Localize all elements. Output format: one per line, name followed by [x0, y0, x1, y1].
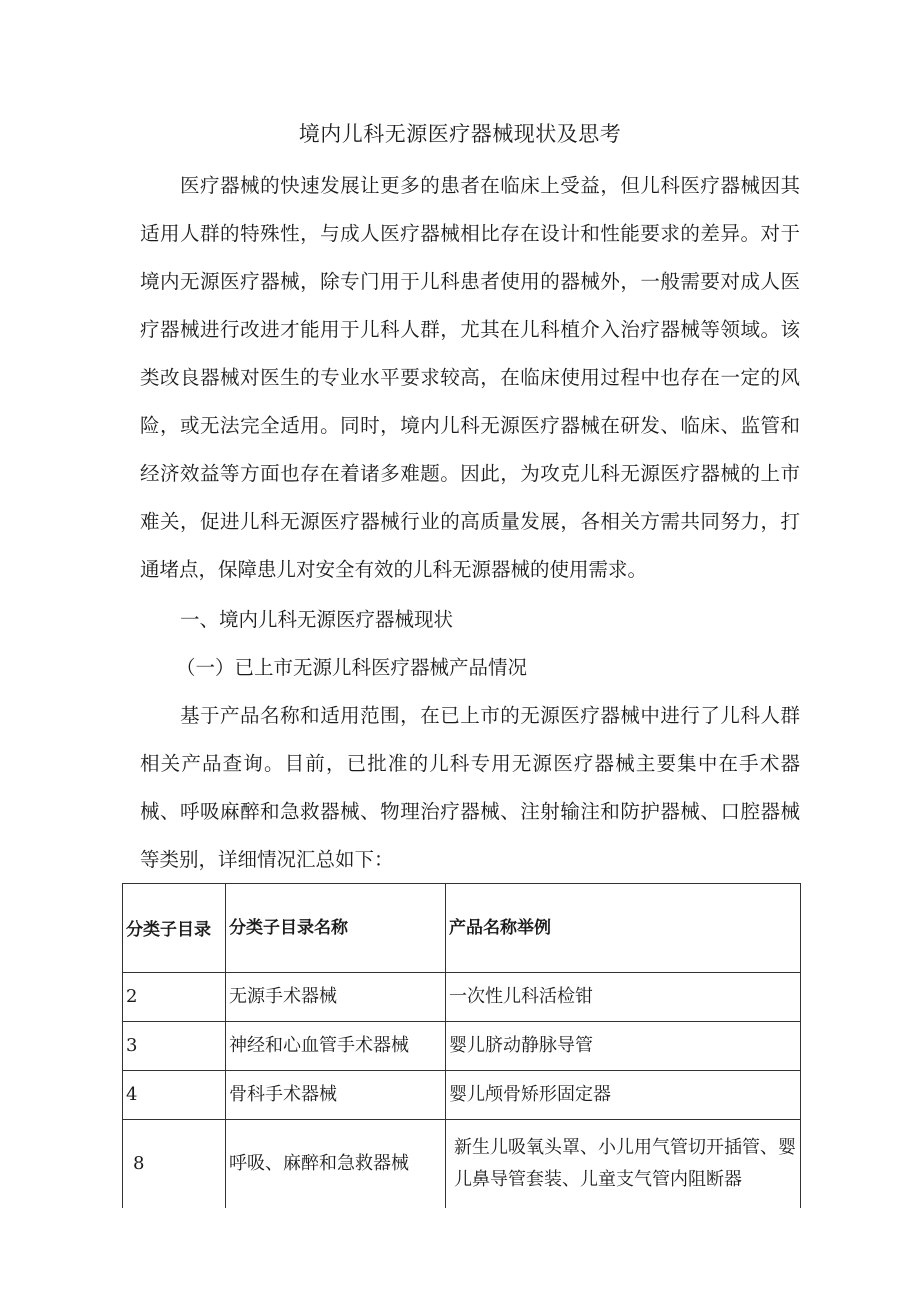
section-heading: 一、境内儿科无源医疗器械现状: [180, 608, 454, 631]
table-row: [123, 973, 801, 1022]
cell-code: 3: [123, 1022, 226, 1071]
document-title: 境内儿科无源医疗器械现状及思考: [298, 122, 622, 146]
table-row: [123, 1071, 801, 1120]
cell-name: 呼吸、麻醉和急救器械: [226, 1120, 446, 1209]
cell-name: 神经和心血管手术器械: [226, 1022, 446, 1071]
cell-examples: 一次性儿科活检钳: [446, 973, 801, 1022]
cell-examples: 婴儿颅骨矫形固定器: [446, 1071, 801, 1120]
product-table: [122, 883, 800, 1208]
cell-code: 4: [123, 1071, 226, 1120]
table-row: [123, 1120, 801, 1209]
cell-code: 8: [123, 1120, 226, 1209]
header-examples: 产品名称举例: [446, 884, 801, 973]
cell-code: 2: [123, 973, 226, 1022]
table-row: [123, 1022, 801, 1071]
query-paragraph: 基于产品名称和适用范围，在已上市的无源医疗器械中进行了儿科人群相关产品查询。目前，已批准的儿科专用无源医疗器械主要集中在手术器械、呼吸麻醉和急救器械、物理治疗器械、注射输注和防护器械、口腔器械等类别，详细情况汇总如下：: [140, 704, 800, 871]
subsection-heading: （一）已上市无源儿科医疗器械产品情况: [176, 656, 528, 679]
cell-examples: 新生儿吸氧头罩、小儿用气管切开插管、婴儿鼻导管套装、儿童支气管内阻断器: [446, 1120, 801, 1209]
cell-name: 骨科手术器械: [226, 1071, 446, 1120]
header-code: 分类子目录: [123, 884, 226, 973]
intro-paragraph: 医疗器械的快速发展让更多的患者在临床上受益，但儿科医疗器械因其适用人群的特殊性，与成人医疗器械相比存在设计和性能要求的差异。对于境内无源医疗器械，除专门用于儿科患者使用的器械外，一般需要对成人医疗器械进行改进才能用于儿科人群，尤其在儿科植介入治疗器械等领域。该类改良器械对医生的专业水平要求较高，在临床使用过程中也存在一定的风险，或无法完全适用。同时，境内儿科无源医疗器械在研发、临床、监管和经济效益等方面也存在着诸多难题。因此，为攻克儿科无源医疗器械的上市难关，促进儿科无源医疗器械行业的高质量发展，各相关方需共同努力，打通堵点，保障患儿对安全有效的儿科无源器械的使用需求。: [140, 174, 800, 581]
table-header-row: [123, 884, 801, 973]
cell-examples: 婴儿脐动静脉导管: [446, 1022, 801, 1071]
header-name: 分类子目录名称: [226, 884, 446, 973]
cell-name: 无源手术器械: [226, 973, 446, 1022]
